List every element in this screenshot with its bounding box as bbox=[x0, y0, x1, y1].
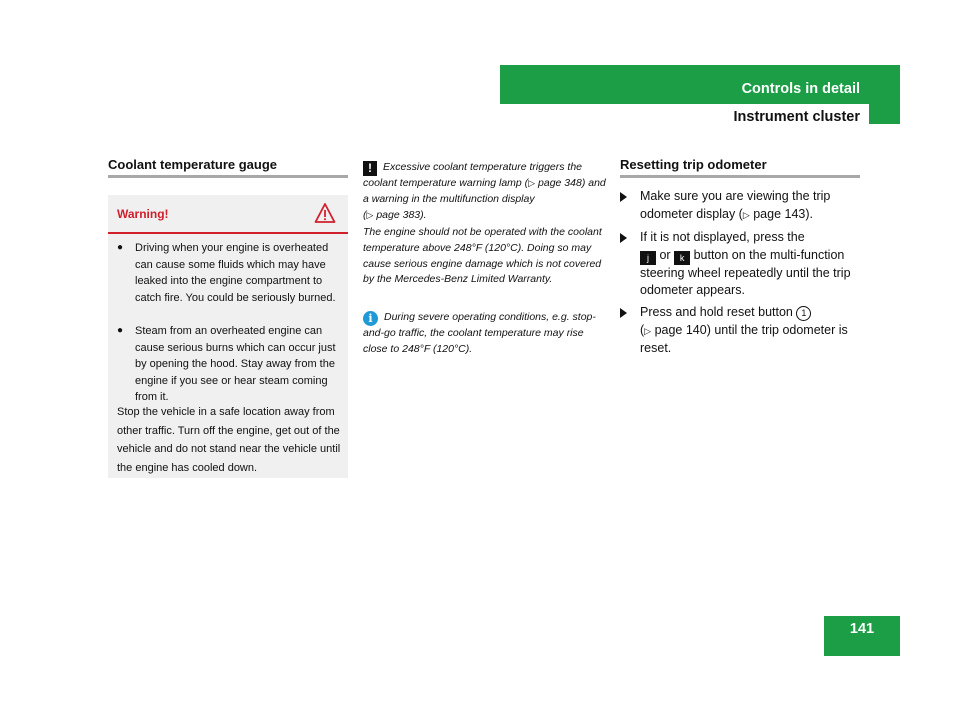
chapter-title: Controls in detail bbox=[741, 81, 860, 97]
caution-icon: ! bbox=[363, 161, 377, 176]
trip-odometer-heading: Resetting trip odometer bbox=[620, 157, 767, 172]
step-item: Press and hold reset button 1 (▷ page 140) until the trip odometer is reset. bbox=[620, 304, 865, 358]
page-ref-icon: ▷ bbox=[366, 209, 374, 220]
page-ref-icon: ▷ bbox=[528, 178, 536, 188]
section-title: Instrument cluster bbox=[733, 109, 860, 125]
step-text: ). bbox=[805, 206, 814, 221]
caution-text: Excessive coolant temperature triggers the coolant temperature warning lamp ( bbox=[363, 161, 583, 189]
page-ref-icon: ▷ bbox=[644, 325, 652, 336]
warning-bullet bbox=[117, 240, 342, 306]
heading-rule bbox=[108, 175, 348, 178]
step-text: Press and hold reset button bbox=[640, 305, 793, 319]
warning-triangle-icon bbox=[314, 202, 336, 224]
step-text: If it is not displayed, press the bbox=[640, 230, 805, 244]
step-text: button on the multi-function steering wheel repeatedly until the trip odometer appears. bbox=[640, 247, 851, 297]
section-marker bbox=[869, 104, 900, 124]
info-icon: i bbox=[363, 311, 378, 326]
heading-rule bbox=[620, 175, 860, 178]
warning-box bbox=[108, 195, 348, 478]
warning-rule bbox=[108, 232, 348, 234]
step-arrow-icon bbox=[620, 233, 627, 243]
step-arrow-icon bbox=[620, 308, 627, 318]
page-number: 141 bbox=[824, 616, 900, 656]
warning-bullet-text: Driving when your engine is overheated can cause some fluids which may have leaked into the engine compartment to catch fire. You could be seriously burned. bbox=[135, 242, 336, 304]
page-ref: page 140 bbox=[654, 322, 707, 337]
callout-number-icon: 1 bbox=[796, 306, 811, 321]
warning-title: Warning! bbox=[117, 207, 169, 221]
bullet-dot: ● bbox=[117, 242, 124, 253]
page-ref: page 348 bbox=[538, 177, 582, 189]
caution-note: ! Excessive coolant temperature triggers the coolant temperature warning lamp (▷ page 348) and a warning in the multifunction display (▷ page 383). bbox=[363, 161, 606, 221]
caution-paragraph: The engine should not be operated with the coolant temperature above 248°F (120°C). Doing so may cause serious engine damage which is not covered by the Mercedes-Benz Limited Warranty. bbox=[363, 226, 602, 286]
page-ref-icon: ▷ bbox=[742, 209, 750, 220]
info-text: During severe operating conditions, e.g. stop-and-go traffic, the coolant temperature may rise close to 248°F (120°C). bbox=[363, 311, 596, 355]
bullet-dot: ● bbox=[117, 325, 124, 336]
page-ref: page 143 bbox=[753, 206, 806, 221]
chapter-header-bar bbox=[500, 65, 900, 104]
info-note bbox=[363, 310, 608, 358]
warning-closing-text: Stop the vehicle in a safe location away from other traffic. Turn off the engine, get out of the vehicle and do not stand near the vehicle until the engine has cooled down. bbox=[117, 406, 341, 474]
step-item bbox=[620, 229, 865, 300]
caution-text: ) and a warning in the multifunction display bbox=[363, 177, 606, 205]
warning-bullet bbox=[117, 323, 342, 406]
coolant-gauge-heading: Coolant temperature gauge bbox=[108, 157, 278, 172]
step-item bbox=[620, 188, 865, 224]
warning-bullet-text: Steam from an overheated engine can cause serious burns which can occur just by opening the hood. Stay away from the engine if you see or hear steam coming from it. bbox=[135, 325, 336, 403]
step-arrow-icon bbox=[620, 192, 627, 202]
down-button-icon: k bbox=[674, 251, 690, 265]
page-ref: page 383 bbox=[376, 208, 421, 221]
step-text: or bbox=[659, 247, 671, 262]
up-button-icon: j bbox=[640, 251, 656, 265]
step-text: Make sure you are viewing the trip odometer display ( bbox=[640, 189, 831, 221]
step-text: ) until the trip odometer is reset. bbox=[640, 322, 848, 355]
caution-text: ). bbox=[420, 208, 427, 221]
